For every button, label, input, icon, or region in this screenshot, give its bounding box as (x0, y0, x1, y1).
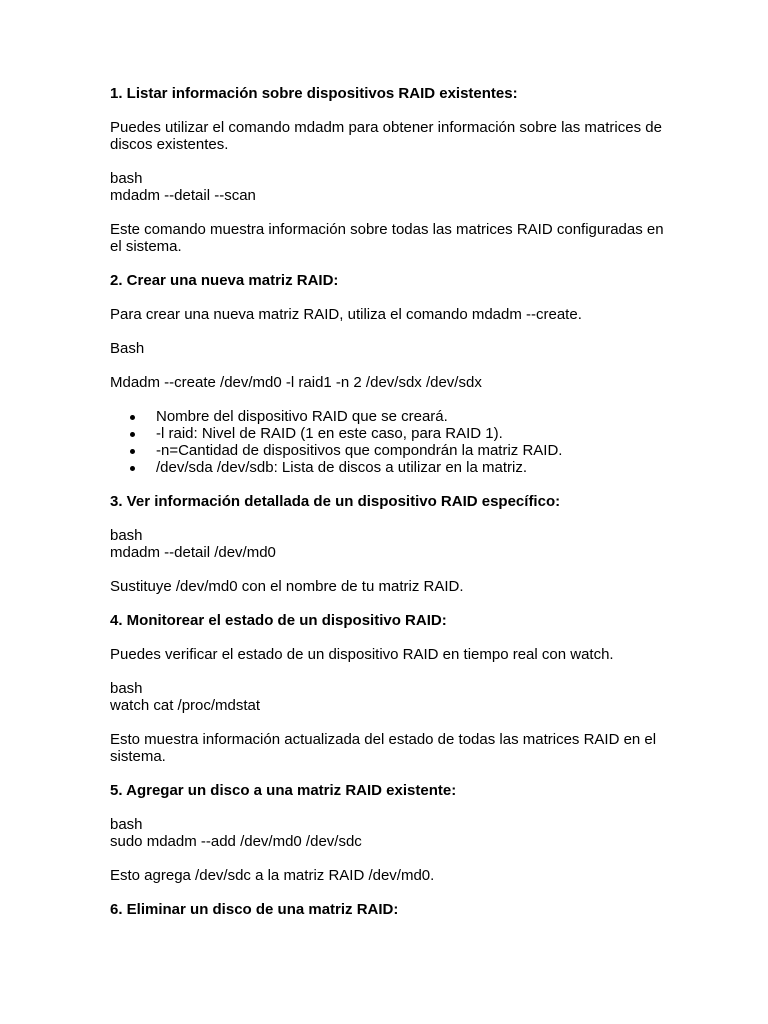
section-1-code-lang: bash (110, 170, 143, 187)
bullet-icon (130, 466, 135, 471)
section-4-code: watch cat /proc/mdstat (110, 697, 261, 714)
list-item (110, 408, 670, 425)
section-heading-4: 4. Monitorear el estado de un dispositivo RAID: (110, 612, 447, 629)
list-item (110, 442, 670, 459)
section-3-code: mdadm --detail /dev/md0 (110, 544, 276, 561)
document-page (110, 85, 670, 918)
section-heading-5: 5. Agregar un disco a una matriz RAID existente: (110, 782, 457, 799)
section-heading-6: 6. Eliminar un disco de una matriz RAID: (110, 901, 399, 918)
section-2-code-lang: Bash (110, 340, 145, 357)
list-item (110, 425, 670, 442)
section-5-outro: Esto agrega /dev/sdc a la matriz RAID /dev/md0. (110, 867, 435, 884)
section-heading-2: 2. Crear una nueva matriz RAID: (110, 272, 339, 289)
section-heading-3: 3. Ver información detallada de un dispositivo RAID específico: (110, 493, 561, 510)
bullet-text: /dev/sda /dev/sdb: Lista de discos a utilizar en la matriz. (156, 459, 528, 476)
bullet-text: -l raid: Nivel de RAID (1 en este caso, para RAID 1). (156, 425, 503, 442)
bullet-icon (130, 415, 135, 420)
section-5-code: sudo mdadm --add /dev/md0 /dev/sdc (110, 833, 362, 850)
section-4-intro: Puedes verificar el estado de un dispositivo RAID en tiempo real con watch. (110, 646, 614, 663)
section-heading-1: 1. Listar información sobre dispositivos RAID existentes: (110, 85, 518, 102)
section-1-intro: Puedes utilizar el comando mdadm para obtener información sobre las matrices de discos existentes. (110, 119, 662, 153)
section-3-outro: Sustituye /dev/md0 con el nombre de tu matriz RAID. (110, 578, 464, 595)
bullet-text: Nombre del dispositivo RAID que se creará. (156, 408, 448, 425)
section-5-code-lang: bash (110, 816, 143, 833)
bullet-icon (130, 449, 135, 454)
section-1-code: mdadm --detail --scan (110, 187, 256, 204)
bullet-text: -n=Cantidad de dispositivos que compondrán la matriz RAID. (156, 442, 563, 459)
section-3-code-lang: bash (110, 527, 143, 544)
section-2-bullet-list (110, 408, 670, 476)
section-2-code: Mdadm --create /dev/md0 -l raid1 -n 2 /dev/sdx /dev/sdx (110, 374, 482, 391)
section-2-intro: Para crear una nueva matriz RAID, utiliza el comando mdadm --create. (110, 306, 582, 323)
section-4-outro: Esto muestra información actualizada del estado de todas las matrices RAID en el sistema. (110, 731, 657, 765)
section-1-outro: Este comando muestra información sobre todas las matrices RAID configuradas en el sistema. (110, 221, 664, 255)
section-4-code-lang: bash (110, 680, 143, 697)
bullet-icon (130, 432, 135, 437)
list-item (110, 459, 670, 476)
